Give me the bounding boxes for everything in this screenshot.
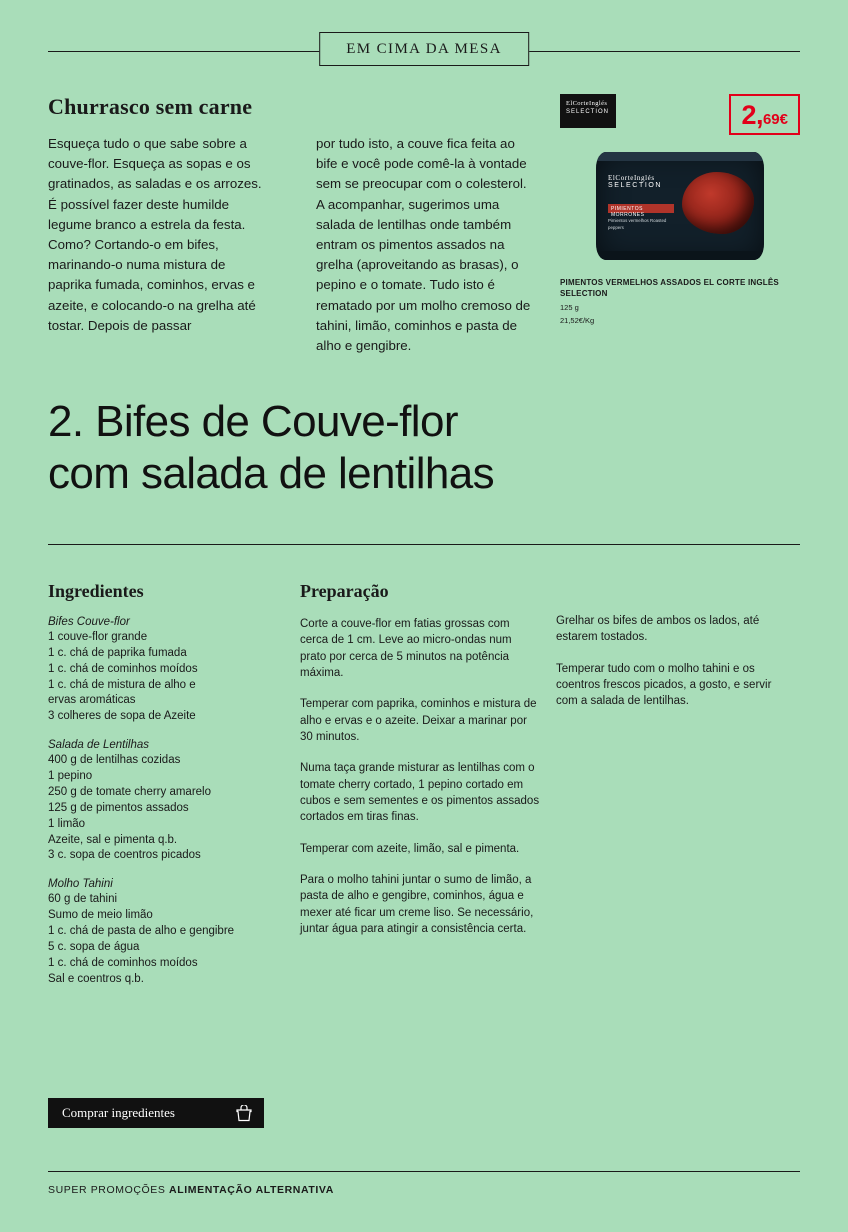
- section-badge: EM CIMA DA MESA: [319, 32, 529, 66]
- product-card[interactable]: [548, 94, 800, 356]
- intro-column-1: [48, 134, 264, 356]
- recipe-title-line-2: com salada de lentilhas: [48, 449, 495, 499]
- ingredient-item: 60 g de tahini: [48, 893, 118, 906]
- title-divider: [48, 544, 800, 545]
- intro-columns: [48, 134, 548, 356]
- product-image: [596, 144, 764, 268]
- ingredient-item: 1 limão: [48, 817, 86, 830]
- page: [0, 32, 848, 1232]
- ingredient-group: [48, 739, 282, 864]
- ingredient-item: 1 c. chá de paprika fumada: [48, 646, 187, 659]
- ingredient-item: 1 c. chá de mistura de alho e: [48, 678, 196, 691]
- ingredient-item: ervas aromáticas: [48, 694, 136, 707]
- can-product-strip: PIMIENTOS MORRONES: [608, 204, 674, 213]
- can-base: [596, 251, 764, 260]
- pepper-illustration: [682, 172, 754, 234]
- ingredient-group: [48, 616, 282, 725]
- ingredient-item: 5 c. sopa de água: [48, 940, 140, 953]
- preparation-step: Temperar tudo com o molho tahini e os coentros frescos picados, a gosto, e servir com a salada de lentilhas.: [556, 662, 772, 708]
- intro-section: [48, 94, 800, 356]
- ingredient-item: 400 g de lentilhas cozidas: [48, 754, 181, 767]
- ingredient-item: 1 c. chá de pasta de alho e gengibre: [48, 924, 235, 937]
- price-main: 2,: [741, 100, 763, 130]
- price-badge: [729, 94, 800, 135]
- ingredients-column: [48, 581, 300, 1001]
- can-lid: [596, 152, 764, 161]
- recipe-body: [48, 581, 800, 1001]
- footer-bold: ALIMENTAÇÃO ALTERNATIVA: [169, 1184, 334, 1196]
- product-weight: 125 g: [560, 302, 579, 312]
- preparation-column-2: [556, 581, 796, 1001]
- footer-divider: [48, 1171, 800, 1172]
- recipe-title-line-1: 2. Bifes de Couve-flor: [48, 397, 458, 447]
- ingredient-item: 3 colheres de sopa de Azeite: [48, 710, 196, 723]
- brand-tag-name: ElCorteInglés: [566, 100, 608, 107]
- recipe-title: [48, 396, 800, 500]
- ingredient-item: Azeite, sal e pimenta q.b.: [48, 833, 178, 846]
- can-brand-name: ElCorteInglés: [608, 174, 655, 182]
- intro-paragraph-1: Esqueça tudo o que sabe sobre a couve-flor. Esqueça as sopas e os gratinados, as saladas e os arrozes. É possível fazer deste humilde legume branco a estrela da festa. Como? Cortando-o em bifes, marinando-o numa mistura de paprika fumada, cominhos, ervas e azeite, e colocando-o na grelha até tostar. Depois de passar: [48, 136, 262, 333]
- can-label: [608, 174, 662, 189]
- price-cents: 69€: [762, 111, 788, 128]
- footer-text: [48, 1184, 800, 1196]
- product-caption: PIMENTOS VERMELHOS ASSADOS EL CORTE INGLÊS SELECTION: [560, 278, 779, 298]
- ingredient-item: 125 g de pimentos assados: [48, 801, 189, 814]
- product-price-per-kg: 21,52€/Kg: [560, 316, 595, 326]
- can-sub-label: Pimientos vermelhos Roasted peppers: [608, 218, 667, 230]
- preparation-step: Para o molho tahini juntar o sumo de limão, a pasta de alho e gengibre, cominhos, água e mexer até ficar um creme liso. Se necessário, juntar água para atingir a consistência certa.: [300, 873, 534, 935]
- ingredient-item: 1 couve-flor grande: [48, 631, 148, 644]
- ingredient-group-title: Bifes Couve-flor: [48, 616, 130, 629]
- brand-tag: [560, 94, 616, 128]
- footer-prefix: SUPER PROMOÇÕES: [48, 1184, 170, 1196]
- intro-text-block: [48, 94, 548, 356]
- preparation-step: Corte a couve-flor em fatias grossas com cerca de 1 cm. Leve ao micro-ondas num prato por cerca de 5 minutos na potência máxima.: [300, 618, 512, 680]
- ingredient-item: Sal e coentros q.b.: [48, 972, 144, 985]
- ingredient-item: 1 pepino: [48, 770, 93, 783]
- preparation-column-1: [300, 581, 556, 1001]
- intro-paragraph-2: por tudo isto, a couve fica feita ao bife e você pode comê-la à vontade sem se preocupar com o colesterol. A acompanhar, sugerimos uma salada de lentilhas onde também entram os pimentos assados na grelha (aproveitando as brasas), o pepino e o tomate. Tudo isto é rematado por um molho cremoso de tahini, limão, cominhos e pasta de alho e gengibre.: [316, 136, 531, 354]
- basket-icon: [234, 1105, 254, 1122]
- preparation-heading: Preparação: [300, 581, 389, 602]
- ingredient-group: [48, 878, 282, 987]
- ingredient-group-title: Salada de Lentilhas: [48, 739, 150, 752]
- page-header: [48, 32, 800, 72]
- preparation-step: Temperar com paprika, cominhos e mistura de alho e ervas e o azeite. Deixar a marinar por 30 minutos.: [300, 698, 537, 744]
- ingredient-item: 250 g de tomate cherry amarelo: [48, 785, 212, 798]
- intro-title: Churrasco sem carne: [48, 94, 253, 119]
- ingredient-item: 1 c. chá de cominhos moídos: [48, 956, 198, 969]
- ingredient-item: 3 c. sopa de coentros picados: [48, 849, 201, 862]
- can-selection-label: SELECTION: [608, 182, 663, 189]
- preparation-step: Temperar com azeite, limão, sal e pimenta.: [300, 842, 520, 855]
- preparation-step: Grelhar os bifes de ambos os lados, até estarem tostados.: [556, 615, 760, 644]
- page-footer: [48, 1171, 800, 1196]
- spacer: [556, 581, 796, 613]
- ingredient-group-title: Molho Tahini: [48, 878, 113, 891]
- preparation-step: Numa taça grande misturar as lentilhas com o tomate cherry cortado, 1 pepino cortado em cubos e sem sementes e os pimentos assados cortados em tiras finas.: [300, 762, 540, 824]
- can-illustration: [596, 152, 764, 260]
- ingredient-item: 1 c. chá de cominhos moídos: [48, 662, 198, 675]
- brand-tag-selection: SELECTION: [566, 109, 610, 116]
- ingredients-heading: Ingredientes: [48, 581, 144, 602]
- buy-ingredients-label: Comprar ingredientes: [62, 1105, 175, 1120]
- ingredient-item: Sumo de meio limão: [48, 909, 153, 922]
- intro-column-2: [316, 134, 532, 356]
- buy-ingredients-button[interactable]: [48, 1098, 264, 1128]
